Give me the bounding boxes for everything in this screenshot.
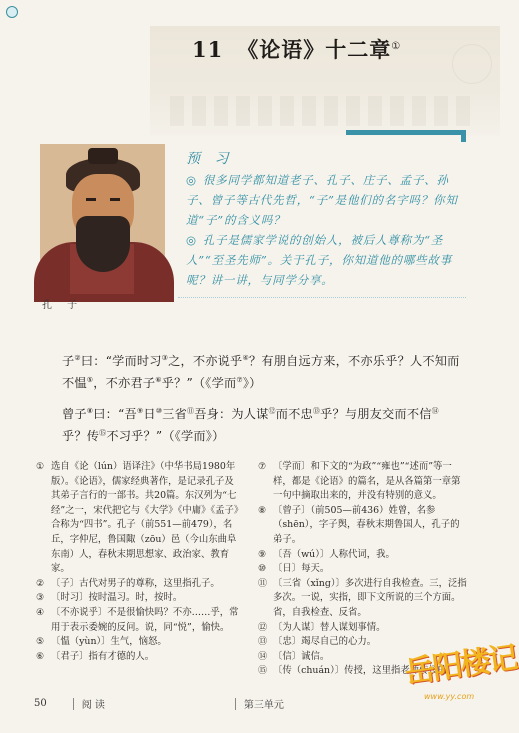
passage-text: 乎？与朋友交而不信 [320,407,432,421]
passage-text: 吾身：为人谋 [194,407,269,421]
header-seal-decoration [452,44,492,84]
passage-text: ，不亦君子 [93,376,156,390]
passage-text: 三省 [162,407,187,421]
passage-text: 而不忠 [275,407,313,421]
footnote-text: 〔日〕每天。 [273,563,330,575]
note-marker: ⑥ [155,375,162,384]
footnote-text: 〔忠〕竭尽自己的心力。 [273,636,377,648]
footnote [258,577,468,621]
footnote [258,504,468,548]
footnote-number: ⑩ [258,564,267,575]
passage-text: 之，不亦说乎 [168,354,243,368]
preview-box [178,130,466,298]
footnote [36,635,243,650]
footnote-text: 〔子〕古代对男子的尊称，这里指孔子。 [51,577,220,589]
portrait-beard [76,216,130,272]
preview-box-corner [346,130,466,142]
footnote-number: ⑪ [258,578,268,589]
lesson-title-text: 《论语》十二章 [237,37,392,62]
portrait-caption: 孔 子 [42,300,84,311]
footnote-number: ⑭ [258,651,268,662]
preview-paragraph-text: 孔子是儒家学说的创始人，被后人尊称为“圣人”“至圣先师”。关于孔子，你知道他的哪些故事呢？讲一讲，与同学分享。 [186,233,453,287]
footnote-number: ③ [36,593,45,604]
note-marker: ⑭ [431,406,439,415]
preview-paragraph-text: 很多同学都知道老子、孔子、庄子、孟子、孙子、曾子等古代先哲，“子”是他们的名字吗？你知道“子”的含义吗？ [186,173,458,227]
footnote-number: ⑨ [258,549,267,560]
passage-text: 曰：“吾 [93,407,137,421]
footnote [258,548,468,563]
passage-1 [62,350,462,394]
passage-text: 曰：“学而时习 [80,354,162,368]
footnote-number: ⑬ [258,637,268,648]
footnote-text: 〔为人谋〕替人谋划事情。 [273,621,386,633]
passage-text: 乎？”（《学而 [161,376,237,390]
footnote-text: 〔君子〕指有才德的人。 [51,650,155,662]
passage-text: ？有朋自远方来，不亦乐乎？人不知而不愠 [62,354,460,390]
preview-paragraph [186,230,462,290]
lesson-number: 11 [192,37,224,62]
footnote-number: ⑤ [36,637,45,648]
footnote-number: ⑥ [36,651,45,662]
note-marker: ④ [242,353,249,362]
note-marker: ③ [161,353,169,362]
footnote-number: ④ [36,607,45,618]
note-marker: ⑤ [86,375,94,384]
portrait-eye [86,198,96,201]
passage-text: 日 [143,407,156,421]
note-marker: ⑮ [99,428,107,437]
lesson-title [192,34,401,64]
footnote-number: ⑧ [258,505,267,516]
note-marker: ② [74,353,81,362]
preview-box-divider [178,297,466,298]
footnote [36,577,243,592]
footnote-text: 〔三省（xǐng）〕多次进行自我检查。三，泛指多次。一说，实指，即下文所说的三个方面。省，自我检查、反省。 [273,577,467,618]
passage-text: 子 [62,354,75,368]
note-marker: ⑨ [136,406,144,415]
footnote [36,591,243,606]
page-number: 50 [34,698,47,709]
footnote-text: 〔时习〕按时温习。时，按时。 [51,592,183,604]
header-calligraphy-decoration [170,96,470,126]
preview-title: 预 习 [186,151,234,167]
footer-divider [235,698,236,710]
watermark-text: 岳阳楼记 [402,640,519,691]
bullet-icon: ◎ [186,233,197,247]
footer-divider [73,698,74,710]
passage-text: 曾子 [62,407,87,421]
footnote-text: 〔不亦说乎〕不是很愉快吗？不亦……乎，常用于表示委婉的反问。说，同“悦”，愉快。 [51,606,239,633]
footnote [258,562,468,577]
confucius-portrait [40,144,165,290]
watermark-url: www.yy.com [424,692,475,701]
footnote-text: 〔愠（yùn）〕生气，恼怒。 [51,636,167,648]
footnote-number: ② [36,578,45,589]
preview-body [186,170,462,290]
portrait-hat [88,148,118,164]
footnote-number: ① [36,462,45,472]
footer-section: 阅 读 [81,700,105,711]
passage-2 [62,403,462,447]
note-marker: ⑦ [236,375,243,384]
footnote-text: 〔学而〕和下文的“为政”“雍也”“述而”等一样，都是《论语》的篇名，是从各篇第一章第一句中摘取出来的，并没有特别的意义。 [273,461,461,502]
note-marker: ⑫ [268,406,276,415]
footnote-number: ⑮ [258,666,268,677]
footnote-text: 〔信〕诚信。 [273,650,330,662]
lesson-title-footnote: ① [391,41,402,52]
footnote [36,460,243,577]
footnote [36,606,243,635]
passage-text: 不习乎？”（《学而》） [106,429,225,443]
corner-logo-icon [6,6,18,18]
passage-text: 》） [242,376,262,390]
page-footer [34,696,284,711]
footnote-text: 〔曾子〕（前505—前436）姓曾，名参（shēn），字子舆，春秋末期鲁国人，孔子的弟子。 [273,504,460,545]
note-marker: ⑬ [312,406,321,415]
footnote-text: 选自《论（lún）语译注》（中华书局1980年版）。《论语》，儒家经典著作，是记录孔子及其弟子言行的一部书。共20篇。东汉列为“七经”之一，宋代把它与《大学》《中庸》《孟子》合称为“四书”。孔子（前551—前479），名丘，字仲尼，鲁国陬（zōu）邑（今山东曲阜东南）人，春秋末期思想家、政治家、教育家。 [51,461,239,575]
footnote-number: ⑦ [258,462,267,472]
footnote-text: 〔吾（wú）〕人称代词，我。 [273,548,395,560]
footnote [258,621,468,636]
passage-text: 乎？传 [62,429,100,443]
footnote-text: 〔传（chuán）〕传授，这里指老师传授的 [273,665,448,677]
note-marker: ⑩ [155,406,163,415]
portrait-eye [110,198,120,201]
notes-left-column [36,460,243,664]
footnote-number: ⑫ [258,622,268,633]
footnote [36,650,243,665]
note-marker: ⑪ [187,406,195,415]
preview-paragraph [186,170,462,230]
watermark-logo [402,640,519,710]
footer-unit: 第三单元 [243,700,284,711]
bullet-icon: ◎ [186,173,197,187]
note-marker: ⑧ [86,406,94,415]
footnote [258,460,468,504]
